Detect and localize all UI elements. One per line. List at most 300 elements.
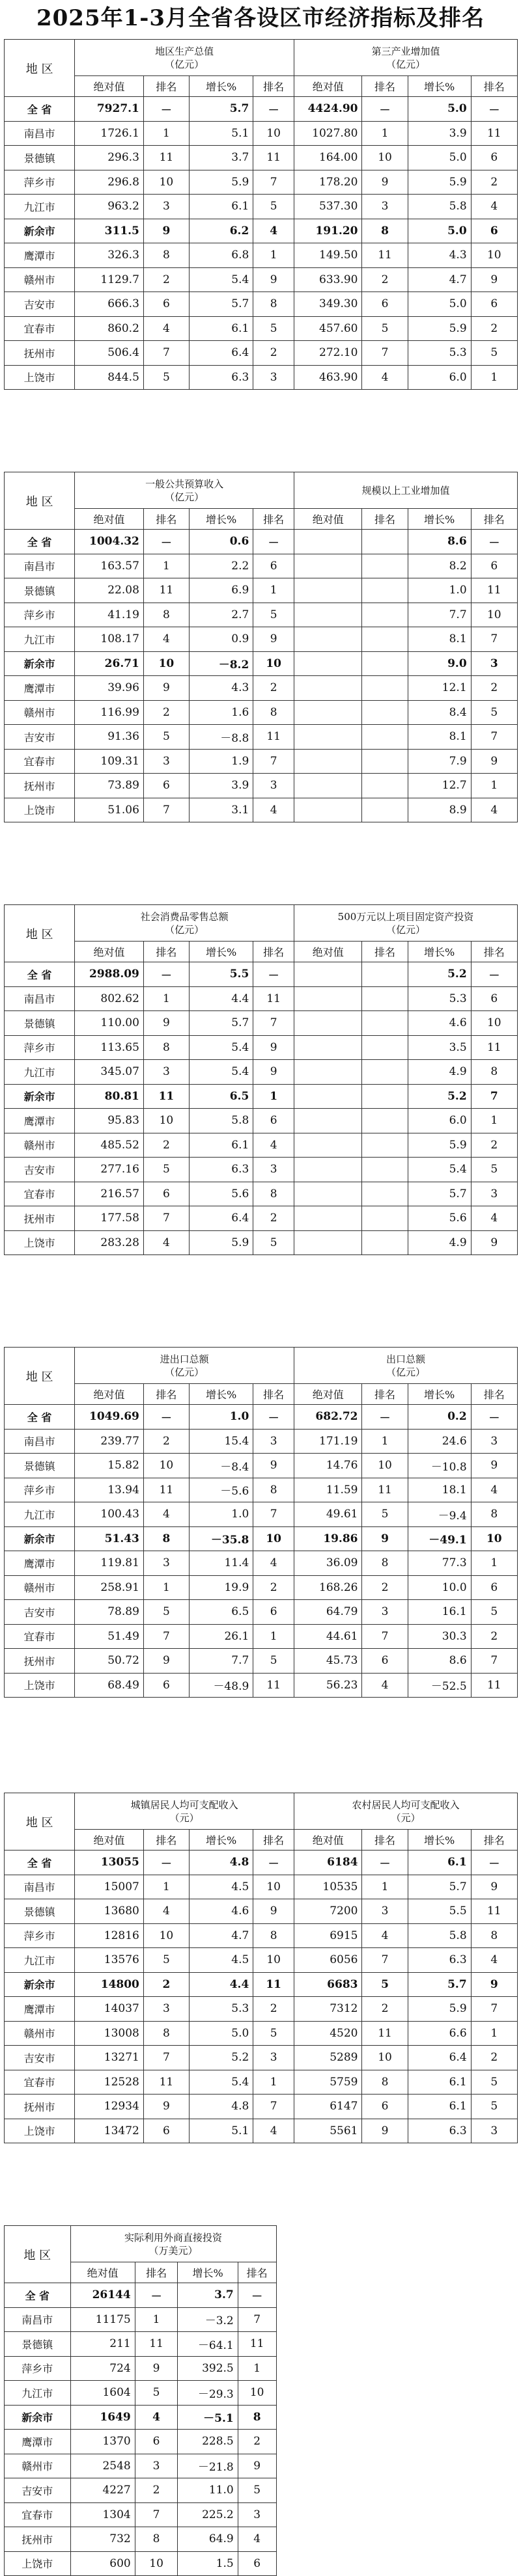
rank-cell bbox=[362, 1182, 408, 1206]
rank-cell: － bbox=[143, 1851, 189, 1875]
growth-cell: 5.7 bbox=[408, 1875, 471, 1899]
table-row bbox=[5, 1502, 518, 1527]
region-name: 赣州市 bbox=[5, 267, 75, 292]
growth-cell: －8.8 bbox=[189, 725, 253, 750]
rank-cell bbox=[362, 1133, 408, 1158]
growth-cell: 12.1 bbox=[408, 676, 471, 701]
rank-cell: 7 bbox=[143, 1624, 189, 1649]
indicator-name: 实际利用外商直接投资 bbox=[124, 2231, 223, 2244]
table-row bbox=[5, 2283, 277, 2308]
growth-cell: 8.9 bbox=[408, 798, 471, 822]
rank-cell: 10 bbox=[143, 170, 189, 195]
rank-cell: 4 bbox=[143, 1502, 189, 1527]
table-row bbox=[5, 316, 518, 341]
table-row bbox=[5, 1454, 518, 1478]
growth-cell: －5.6 bbox=[189, 1478, 253, 1502]
value-cell: 64.79 bbox=[294, 1600, 362, 1625]
value-cell: 296.3 bbox=[75, 146, 144, 170]
region-name: 宜春市 bbox=[5, 1182, 75, 1206]
rank-cell bbox=[362, 986, 408, 1011]
region-name: 萍乡市 bbox=[5, 1478, 75, 1502]
value-cell: 296.8 bbox=[75, 170, 144, 195]
value-cell: 7312 bbox=[294, 1997, 362, 2022]
table-row bbox=[5, 749, 518, 774]
rank-cell: 1 bbox=[362, 1875, 408, 1899]
region-name: 新余市 bbox=[5, 219, 75, 243]
growth-cell: 8.1 bbox=[408, 725, 471, 750]
growth-rank-cell: 1 bbox=[253, 2070, 294, 2095]
rank-cell bbox=[362, 603, 408, 627]
growth-rank-cell: 9 bbox=[471, 749, 517, 774]
growth-rank-cell: 1 bbox=[471, 365, 517, 390]
growth-cell: 7.7 bbox=[189, 1649, 253, 1674]
value-cell: 5289 bbox=[294, 2046, 362, 2070]
rank-cell: 2 bbox=[362, 1997, 408, 2022]
growth-rank-cell: 7 bbox=[471, 725, 517, 750]
growth-rank-cell: 5 bbox=[253, 1230, 294, 1255]
growth-rank-cell: 5 bbox=[253, 603, 294, 627]
value-cell: 457.60 bbox=[294, 316, 362, 341]
region-name: 上饶市 bbox=[5, 1673, 75, 1698]
growth-rank-column-header: 排名 bbox=[253, 1384, 294, 1405]
table-row bbox=[5, 962, 518, 987]
rank-cell: 11 bbox=[143, 578, 189, 603]
growth-cell: 4.3 bbox=[408, 243, 471, 268]
rank-cell bbox=[362, 554, 408, 578]
indicator-unit: （亿元） bbox=[386, 1366, 425, 1378]
growth-cell: 5.2 bbox=[189, 2046, 253, 2070]
growth-rank-cell: 1 bbox=[471, 774, 517, 798]
region-name: 九江市 bbox=[5, 2381, 71, 2406]
region-name: 鹰潭市 bbox=[5, 2430, 71, 2454]
value-cell: 13.94 bbox=[75, 1478, 144, 1502]
growth-cell: －8.4 bbox=[189, 1454, 253, 1478]
rank-cell bbox=[362, 962, 408, 987]
value-column-header: 绝对值 bbox=[75, 1830, 144, 1851]
growth-rank-cell: 9 bbox=[253, 267, 294, 292]
rank-cell bbox=[362, 1158, 408, 1182]
rank-cell: 4 bbox=[143, 627, 189, 652]
growth-cell: 5.1 bbox=[189, 2119, 253, 2143]
growth-cell: 5.4 bbox=[189, 2070, 253, 2095]
value-cell bbox=[294, 962, 362, 987]
growth-rank-cell: － bbox=[253, 1405, 294, 1430]
indicator-name: 农村居民人均可支配收入 bbox=[352, 1798, 460, 1811]
rank-cell: － bbox=[143, 97, 189, 122]
growth-rank-cell: 7 bbox=[238, 2307, 276, 2332]
growth-cell: 1.0 bbox=[189, 1502, 253, 1527]
rank-cell: 7 bbox=[143, 1206, 189, 1231]
rank-cell bbox=[362, 627, 408, 652]
growth-column-header: 增长% bbox=[189, 76, 253, 97]
table-row bbox=[5, 2095, 518, 2119]
value-cell bbox=[294, 1158, 362, 1182]
table-row bbox=[5, 1526, 518, 1551]
growth-cell: 15.4 bbox=[189, 1429, 253, 1454]
growth-cell: 3.1 bbox=[189, 798, 253, 822]
rank-cell: 6 bbox=[135, 2430, 178, 2454]
indicator-group-header bbox=[75, 472, 294, 509]
growth-cell: 5.4 bbox=[189, 1060, 253, 1085]
growth-cell: 5.7 bbox=[189, 1011, 253, 1036]
growth-cell: 5.4 bbox=[189, 1035, 253, 1060]
value-cell: 15.82 bbox=[75, 1454, 144, 1478]
value-cell: 724 bbox=[70, 2356, 135, 2381]
growth-rank-cell: 4 bbox=[253, 1133, 294, 1158]
growth-rank-cell: 7 bbox=[471, 1084, 517, 1109]
rank-cell: 11 bbox=[362, 2021, 408, 2046]
value-cell bbox=[294, 1060, 362, 1085]
value-column-header: 绝对值 bbox=[294, 942, 362, 962]
rank-column-header: 排名 bbox=[362, 942, 408, 962]
rank-cell: 6 bbox=[143, 292, 189, 317]
table-row bbox=[5, 1673, 518, 1698]
rank-column-header: 排名 bbox=[143, 942, 189, 962]
table-row bbox=[5, 676, 518, 701]
growth-cell: 6.3 bbox=[408, 2119, 471, 2143]
growth-cell: 0.2 bbox=[408, 1405, 471, 1430]
rank-cell bbox=[362, 651, 408, 676]
value-cell: 4424.90 bbox=[294, 97, 362, 122]
table-row bbox=[5, 267, 518, 292]
growth-cell: 4.4 bbox=[189, 986, 253, 1011]
growth-rank-cell: 11 bbox=[238, 2332, 276, 2357]
rank-cell: 4 bbox=[143, 1899, 189, 1924]
indicator-table bbox=[4, 904, 518, 1255]
value-cell: 633.90 bbox=[294, 267, 362, 292]
region-name: 萍乡市 bbox=[5, 603, 75, 627]
growth-rank-cell: 4 bbox=[471, 1948, 517, 1973]
table-row bbox=[5, 2478, 277, 2503]
rank-cell bbox=[362, 725, 408, 750]
rank-column-header: 排名 bbox=[143, 1830, 189, 1851]
rank-cell: 4 bbox=[143, 316, 189, 341]
growth-cell: 6.3 bbox=[408, 1948, 471, 1973]
region-name: 吉安市 bbox=[5, 1158, 75, 1182]
value-cell: 6184 bbox=[294, 1851, 362, 1875]
value-cell: 13271 bbox=[75, 2046, 144, 2070]
region-name: 新余市 bbox=[5, 1084, 75, 1109]
rank-cell: 8 bbox=[143, 243, 189, 268]
growth-rank-cell: 9 bbox=[253, 627, 294, 652]
rank-cell: － bbox=[143, 1405, 189, 1430]
growth-rank-cell: 6 bbox=[471, 146, 517, 170]
growth-cell: 5.4 bbox=[189, 267, 253, 292]
region-name: 宜春市 bbox=[5, 1624, 75, 1649]
value-cell: 13008 bbox=[75, 2021, 144, 2046]
growth-cell: 5.8 bbox=[408, 1923, 471, 1948]
rank-column-header: 排名 bbox=[135, 2262, 178, 2283]
growth-rank-cell: 9 bbox=[253, 1035, 294, 1060]
growth-rank-cell: － bbox=[471, 97, 517, 122]
value-cell: 6147 bbox=[294, 2095, 362, 2119]
growth-rank-column-header: 排名 bbox=[471, 1830, 517, 1851]
rank-cell: 2 bbox=[143, 267, 189, 292]
rank-cell: 5 bbox=[362, 316, 408, 341]
value-column-header: 绝对值 bbox=[294, 1830, 362, 1851]
growth-rank-cell: 6 bbox=[253, 554, 294, 578]
rank-cell bbox=[362, 1011, 408, 1036]
rank-cell: 2 bbox=[362, 267, 408, 292]
rank-cell: 1 bbox=[362, 121, 408, 146]
region-name: 宜春市 bbox=[5, 749, 75, 774]
growth-cell: 11.4 bbox=[189, 1551, 253, 1576]
indicator-name: 出口总额 bbox=[386, 1353, 425, 1365]
growth-cell: 5.9 bbox=[408, 1997, 471, 2022]
growth-rank-cell: － bbox=[253, 97, 294, 122]
growth-rank-cell: － bbox=[253, 1851, 294, 1875]
growth-rank-cell: 2 bbox=[471, 1133, 517, 1158]
value-cell: 1726.1 bbox=[75, 121, 144, 146]
value-cell bbox=[294, 700, 362, 725]
growth-rank-cell: 1 bbox=[253, 243, 294, 268]
rank-cell: 10 bbox=[362, 2046, 408, 2070]
growth-cell: 5.5 bbox=[408, 1899, 471, 1924]
region-name: 九江市 bbox=[5, 1948, 75, 1973]
value-cell: 119.81 bbox=[75, 1551, 144, 1576]
growth-rank-cell: 1 bbox=[471, 1109, 517, 1133]
value-cell: 116.99 bbox=[75, 700, 144, 725]
growth-cell: 5.2 bbox=[408, 962, 471, 987]
growth-rank-cell: 4 bbox=[471, 195, 517, 219]
region-name: 上饶市 bbox=[5, 2119, 75, 2143]
growth-cell: 5.0 bbox=[408, 146, 471, 170]
growth-rank-cell: 4 bbox=[253, 2119, 294, 2143]
rank-cell: 5 bbox=[143, 1600, 189, 1625]
growth-rank-cell: 4 bbox=[253, 1551, 294, 1576]
rank-cell: 11 bbox=[143, 2070, 189, 2095]
growth-cell: 4.9 bbox=[408, 1230, 471, 1255]
region-name: 南昌市 bbox=[5, 1429, 75, 1454]
value-cell: 109.31 bbox=[75, 749, 144, 774]
rank-cell: 5 bbox=[143, 365, 189, 390]
table-row bbox=[5, 774, 518, 798]
rank-cell: 4 bbox=[135, 2405, 178, 2430]
table-row bbox=[5, 1060, 518, 1085]
rank-cell: 6 bbox=[143, 1182, 189, 1206]
growth-rank-cell: － bbox=[471, 530, 517, 554]
growth-cell: 19.9 bbox=[189, 1575, 253, 1600]
growth-cell: 225.2 bbox=[178, 2502, 238, 2527]
rank-cell: 8 bbox=[143, 2021, 189, 2046]
value-cell: 12816 bbox=[75, 1923, 144, 1948]
rank-cell: 10 bbox=[362, 1454, 408, 1478]
growth-cell: 1.5 bbox=[178, 2551, 238, 2576]
growth-rank-cell: 3 bbox=[238, 2502, 276, 2527]
value-cell: 168.26 bbox=[294, 1575, 362, 1600]
value-column-header: 绝对值 bbox=[75, 509, 144, 530]
growth-rank-cell: 7 bbox=[471, 1649, 517, 1674]
region-name: 萍乡市 bbox=[5, 170, 75, 195]
growth-rank-cell: 2 bbox=[238, 2430, 276, 2454]
value-cell: 12528 bbox=[75, 2070, 144, 2095]
table-row bbox=[5, 1600, 518, 1625]
rank-cell: 2 bbox=[143, 700, 189, 725]
growth-rank-cell: 6 bbox=[253, 1600, 294, 1625]
growth-rank-cell: 7 bbox=[471, 1997, 517, 2022]
value-column-header: 绝对值 bbox=[75, 942, 144, 962]
growth-rank-cell: 8 bbox=[253, 700, 294, 725]
growth-cell: 8.2 bbox=[408, 554, 471, 578]
rank-column-header: 排名 bbox=[143, 509, 189, 530]
region-header: 地 区 bbox=[5, 2226, 71, 2283]
region-name: 九江市 bbox=[5, 627, 75, 652]
value-cell: 11175 bbox=[70, 2307, 135, 2332]
table-row bbox=[5, 603, 518, 627]
growth-rank-cell: 9 bbox=[471, 1875, 517, 1899]
growth-cell: 392.5 bbox=[178, 2356, 238, 2381]
growth-rank-cell: 4 bbox=[238, 2527, 276, 2552]
growth-cell: 5.8 bbox=[189, 1109, 253, 1133]
indicator-name: 一般公共预算收入 bbox=[145, 478, 224, 490]
growth-rank-cell: 10 bbox=[471, 243, 517, 268]
value-cell: 283.28 bbox=[75, 1230, 144, 1255]
growth-column-header: 增长% bbox=[189, 1384, 253, 1405]
region-name: 抚州市 bbox=[5, 341, 75, 366]
growth-rank-cell: 11 bbox=[471, 1899, 517, 1924]
growth-rank-cell: 5 bbox=[471, 2095, 517, 2119]
growth-cell: 6.4 bbox=[189, 1206, 253, 1231]
growth-cell: －8.2 bbox=[189, 651, 253, 676]
region-name: 吉安市 bbox=[5, 725, 75, 750]
growth-cell: 4.6 bbox=[408, 1011, 471, 1036]
region-name: 赣州市 bbox=[5, 700, 75, 725]
growth-rank-cell: 3 bbox=[471, 2119, 517, 2143]
table-row bbox=[5, 2454, 277, 2478]
rank-cell: 10 bbox=[143, 1923, 189, 1948]
rank-cell: 8 bbox=[143, 1526, 189, 1551]
value-cell bbox=[294, 1011, 362, 1036]
value-column-header: 绝对值 bbox=[75, 76, 144, 97]
growth-rank-cell: 11 bbox=[471, 578, 517, 603]
growth-rank-cell: 7 bbox=[253, 2095, 294, 2119]
region-name: 上饶市 bbox=[5, 365, 75, 390]
table-row bbox=[5, 243, 518, 268]
value-cell: 6915 bbox=[294, 1923, 362, 1948]
region-name: 宜春市 bbox=[5, 2070, 75, 2095]
value-cell: 2988.09 bbox=[75, 962, 144, 987]
growth-rank-cell: 10 bbox=[471, 1526, 517, 1551]
growth-cell: 4.6 bbox=[189, 1899, 253, 1924]
table-row bbox=[5, 219, 518, 243]
rank-cell: 3 bbox=[135, 2454, 178, 2478]
region-name: 景德镇 bbox=[5, 1454, 75, 1478]
rank-cell: 5 bbox=[143, 725, 189, 750]
table-row bbox=[5, 2430, 277, 2454]
region-name: 宜春市 bbox=[5, 316, 75, 341]
growth-cell: 1.9 bbox=[189, 749, 253, 774]
rank-cell: 10 bbox=[143, 1454, 189, 1478]
growth-rank-cell: 10 bbox=[238, 2381, 276, 2406]
growth-rank-cell: 6 bbox=[471, 986, 517, 1011]
growth-rank-cell: 5 bbox=[471, 1158, 517, 1182]
growth-rank-cell: 10 bbox=[253, 651, 294, 676]
growth-cell: 6.1 bbox=[189, 1133, 253, 1158]
rank-cell: 6 bbox=[362, 2095, 408, 2119]
growth-rank-cell: 10 bbox=[253, 121, 294, 146]
region-name: 鹰潭市 bbox=[5, 1997, 75, 2022]
growth-cell: 6.1 bbox=[408, 1851, 471, 1875]
growth-rank-cell: 3 bbox=[471, 1182, 517, 1206]
growth-rank-cell: － bbox=[471, 1851, 517, 1875]
growth-rank-cell: 7 bbox=[253, 170, 294, 195]
growth-rank-cell: 11 bbox=[253, 1673, 294, 1698]
rank-cell: 5 bbox=[143, 1948, 189, 1973]
growth-column-header: 增长% bbox=[189, 942, 253, 962]
growth-rank-cell: 9 bbox=[253, 1454, 294, 1478]
region-name: 景德镇 bbox=[5, 1011, 75, 1036]
growth-cell: 9.0 bbox=[408, 651, 471, 676]
region-name: 上饶市 bbox=[5, 1230, 75, 1255]
growth-rank-cell: 6 bbox=[253, 1109, 294, 1133]
table-row bbox=[5, 1649, 518, 1674]
rank-cell: 5 bbox=[362, 1502, 408, 1527]
growth-rank-cell: 6 bbox=[471, 292, 517, 317]
region-name: 萍乡市 bbox=[5, 1923, 75, 1948]
value-cell: 1370 bbox=[70, 2430, 135, 2454]
rank-cell bbox=[362, 1109, 408, 1133]
growth-rank-cell: 8 bbox=[253, 1923, 294, 1948]
growth-cell: 228.5 bbox=[178, 2430, 238, 2454]
rank-cell: 3 bbox=[143, 1551, 189, 1576]
value-cell: 49.61 bbox=[294, 1502, 362, 1527]
rank-column-header: 排名 bbox=[143, 1384, 189, 1405]
growth-rank-cell: 1 bbox=[253, 1084, 294, 1109]
table-row bbox=[5, 1084, 518, 1109]
table-row bbox=[5, 1948, 518, 1973]
indicator-unit: （万美元） bbox=[148, 2244, 198, 2257]
rank-cell: 9 bbox=[143, 2095, 189, 2119]
region-name: 九江市 bbox=[5, 1060, 75, 1085]
growth-cell: 5.0 bbox=[408, 97, 471, 122]
value-cell: 666.3 bbox=[75, 292, 144, 317]
value-cell: 6683 bbox=[294, 1972, 362, 1997]
rank-cell: 7 bbox=[143, 2046, 189, 2070]
growth-rank-cell: 10 bbox=[471, 1011, 517, 1036]
growth-rank-cell: 3 bbox=[471, 651, 517, 676]
table-row bbox=[5, 170, 518, 195]
rank-cell: 11 bbox=[143, 1478, 189, 1502]
growth-rank-cell: 11 bbox=[253, 725, 294, 750]
value-cell: 177.58 bbox=[75, 1206, 144, 1231]
growth-rank-cell: 3 bbox=[253, 774, 294, 798]
growth-cell: 6.1 bbox=[408, 2095, 471, 2119]
growth-rank-cell: 11 bbox=[471, 1673, 517, 1698]
growth-rank-cell: 8 bbox=[253, 292, 294, 317]
value-cell bbox=[294, 1084, 362, 1109]
growth-cell: 10.0 bbox=[408, 1575, 471, 1600]
rank-column-header: 排名 bbox=[143, 76, 189, 97]
value-cell bbox=[294, 627, 362, 652]
region-name: 南昌市 bbox=[5, 2307, 71, 2332]
value-cell bbox=[294, 578, 362, 603]
growth-column-header: 增长% bbox=[408, 942, 471, 962]
rank-column-header: 排名 bbox=[362, 509, 408, 530]
value-cell bbox=[294, 603, 362, 627]
region-name: 宜春市 bbox=[5, 2502, 71, 2527]
value-cell: 11.59 bbox=[294, 1478, 362, 1502]
growth-rank-cell: 4 bbox=[471, 1206, 517, 1231]
growth-cell: 1.0 bbox=[408, 578, 471, 603]
table-row bbox=[5, 1109, 518, 1133]
growth-rank-cell: 10 bbox=[253, 1526, 294, 1551]
table-row bbox=[5, 1997, 518, 2022]
table-row bbox=[5, 700, 518, 725]
rank-cell: － bbox=[362, 1851, 408, 1875]
value-cell: 463.90 bbox=[294, 365, 362, 390]
value-cell bbox=[294, 749, 362, 774]
growth-cell: 5.1 bbox=[189, 121, 253, 146]
